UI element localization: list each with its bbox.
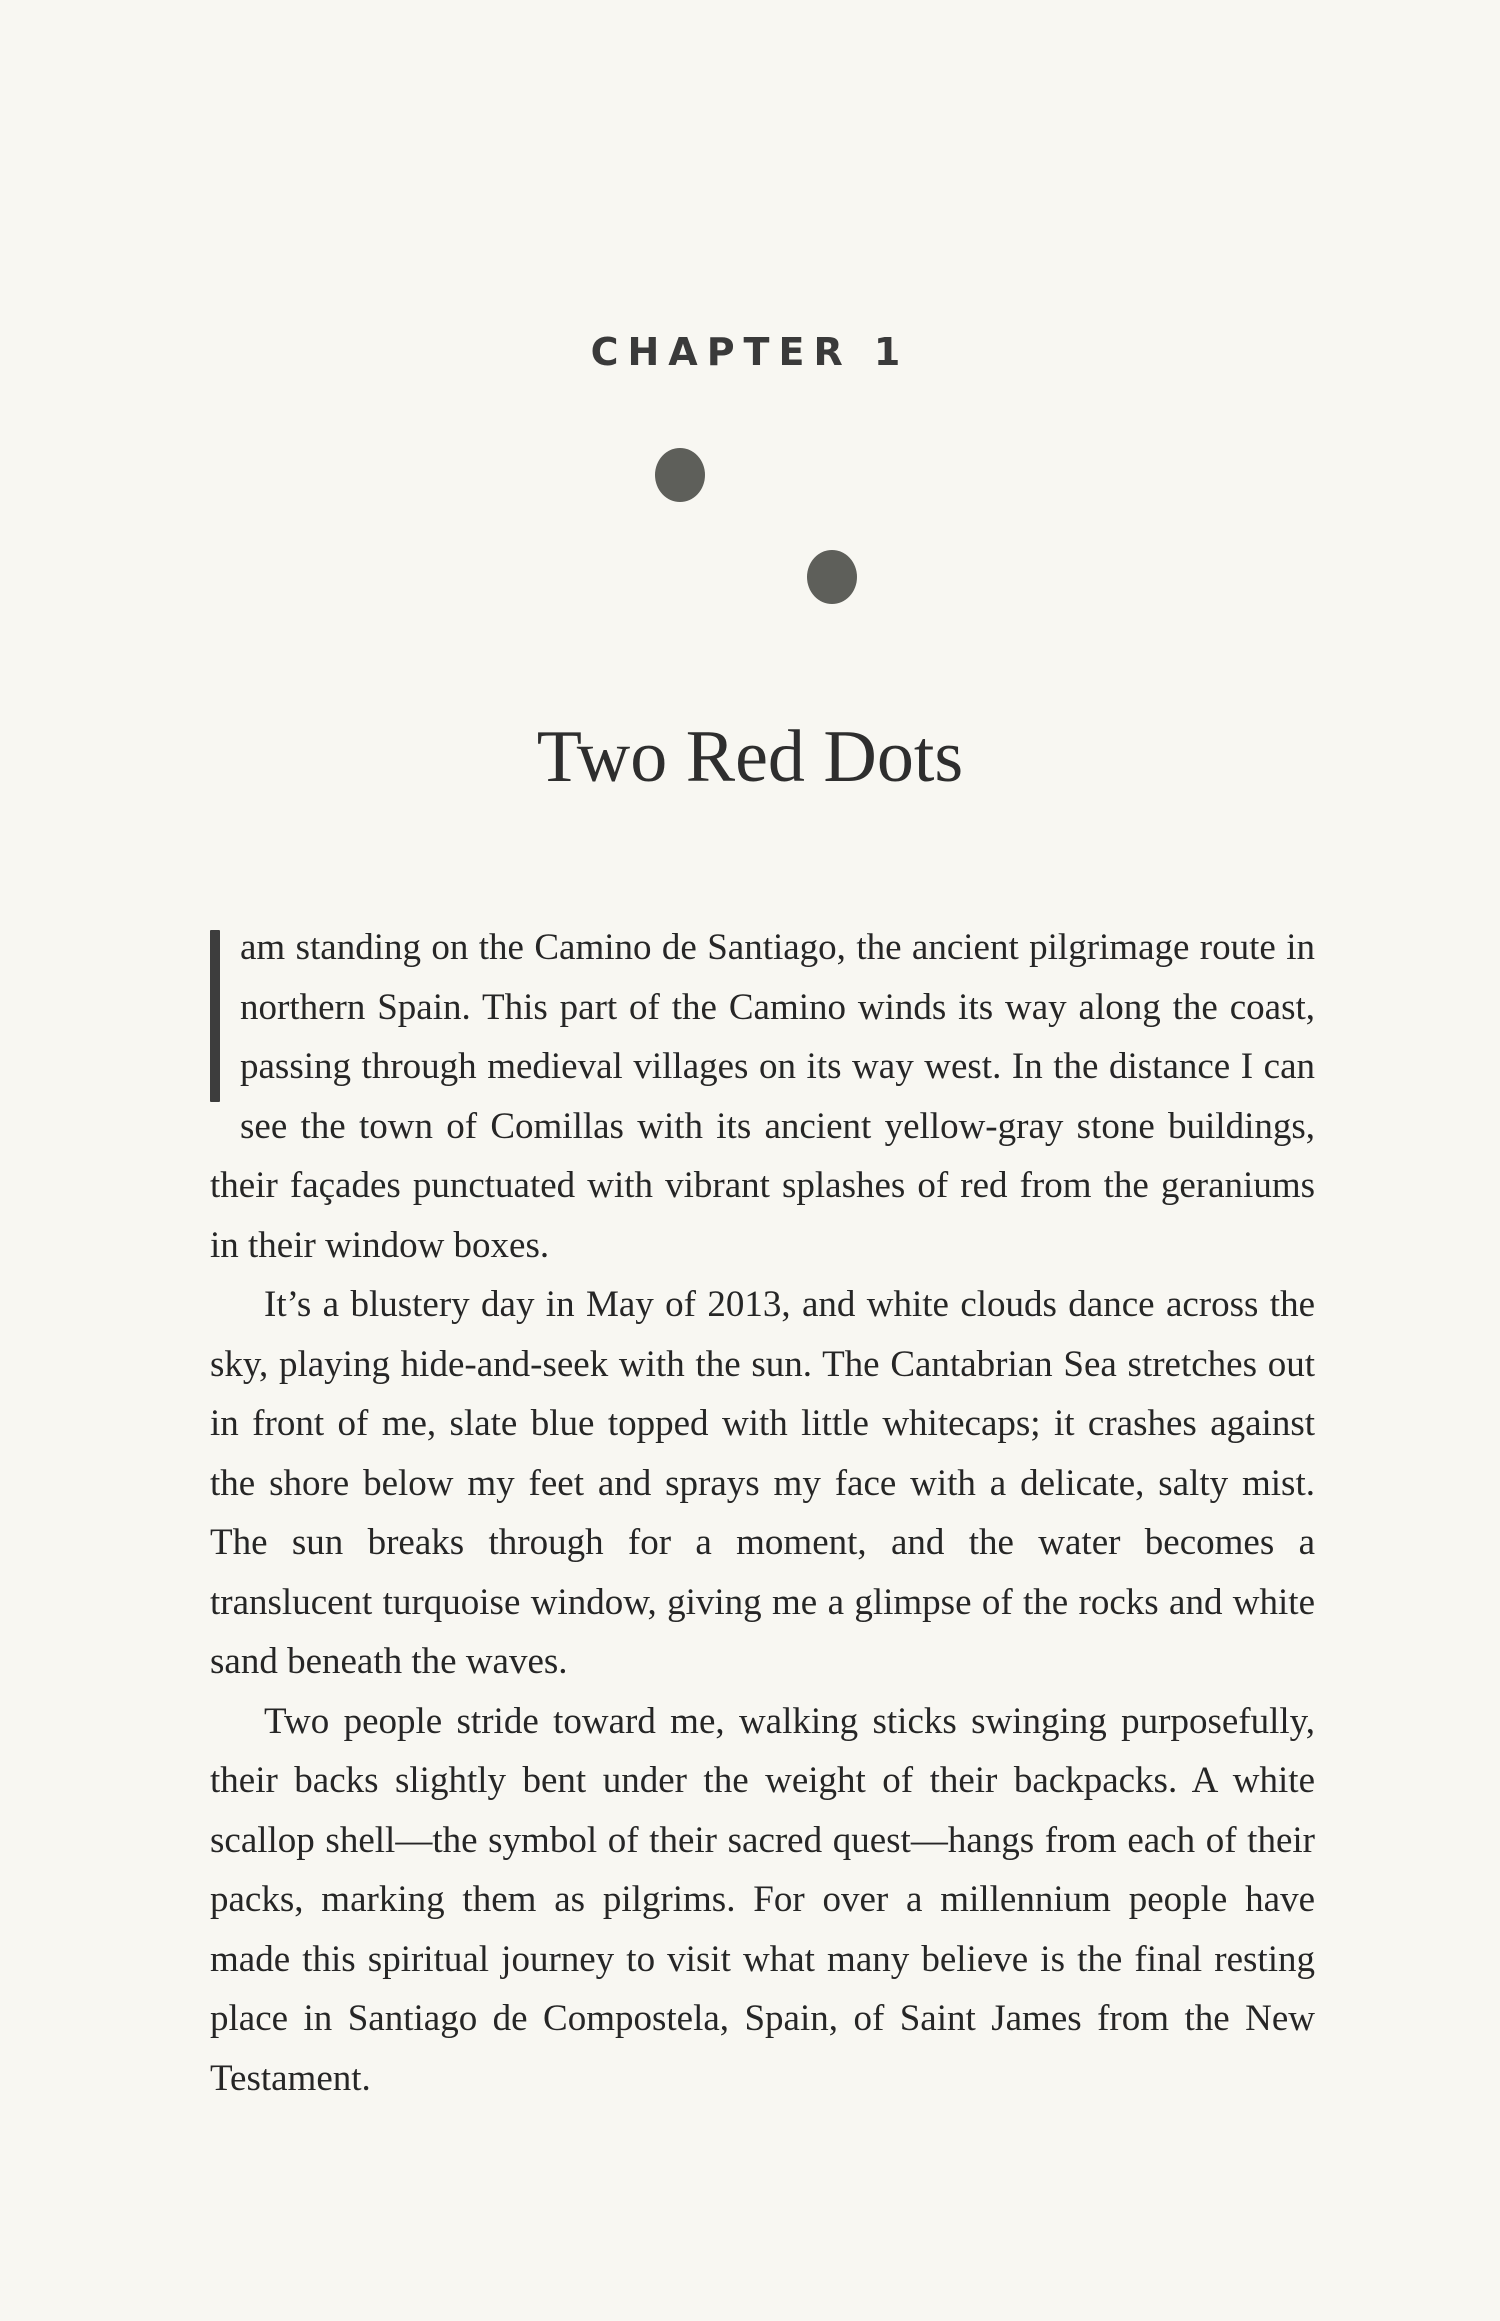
paragraph-1 xyxy=(210,918,1315,1275)
chapter-label: CHAPTER 1 xyxy=(590,330,910,374)
dot-ornament-2 xyxy=(807,550,857,604)
paragraph-2: It’s a blustery day in May of 2013, and white clouds dance across the sky, playing hide-and-seek with the sun. The Cantabrian Sea stretches out in front of me, slate blue topped with little whitecaps; it crashes against the shore below my feet and sprays my face with a delicate, salty mist. The sun breaks through for a moment, and the water becomes a translucent turquoise window, giving me a glimpse of the rocks and white sand beneath the waves. xyxy=(210,1284,1315,1682)
paragraph-1-text: am standing on the Camino de Santiago, the ancient pilgrimage route in northern Spain. This part of the Camino winds its way along the coast, passing through medieval villages on its way west. In the distance I can see the town of Comillas with its ancient yellow-gray stone buildings, their façades punctuated with vibrant splashes of red from the geraniums in their window boxes. xyxy=(210,927,1315,1266)
drop-cap-letter xyxy=(210,930,211,931)
paragraph-3: Two people stride toward me, walking sticks swinging purposefully, their backs slightly bent under the weight of their backpacks. A white scallop shell—the symbol of their sacred quest—hangs from each of their packs, marking them as pilgrims. For over a millennium people have made this spiritual journey to visit what many believe is the final resting place in Santiago de Compostela, Spain, of Saint James from the New Testament. xyxy=(210,1700,1315,2099)
chapter-title: Two Red Dots xyxy=(536,716,964,798)
chapter-body xyxy=(210,918,1315,2108)
dot-ornament-1 xyxy=(655,448,705,502)
drop-cap-initial xyxy=(210,930,220,1102)
